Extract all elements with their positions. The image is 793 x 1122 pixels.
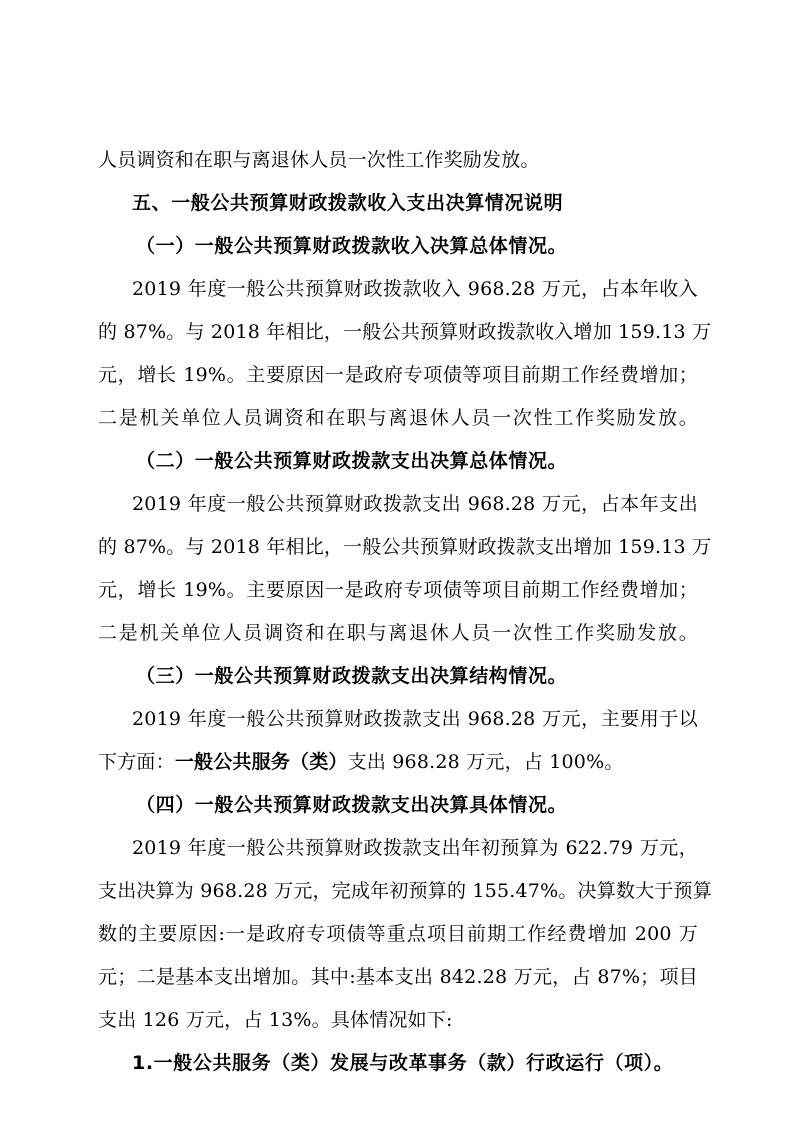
item-heading: 1.一般公共服务（类）发展与改革事务（款）行政运行（项）。 (132, 1052, 674, 1074)
paragraph-line: 人员调资和在职与离退休人员一次性工作奖励发放。 (98, 149, 540, 171)
paragraph-line: 元；二是基本支出增加。其中:基本支出 842.28 万元，占 87%；项目 (98, 966, 698, 988)
paragraph-line: 的 87%。与 2018 年相比，一般公共预算财政拨款收入增加 159.13 万 (98, 321, 712, 343)
paragraph-line: 2019 年度一般公共预算财政拨款支出年初预算为 622.79 万元， (132, 837, 698, 859)
line-suffix: 支出 968.28 万元，占 100%。 (347, 751, 624, 773)
line-prefix: 下方面： (98, 751, 175, 773)
subsection-heading: （四）一般公共预算财政拨款支出决算具体情况。 (136, 794, 568, 816)
paragraph-line: 2019 年度一般公共预算财政拨款收入 968.28 万元，占本年收入 (132, 278, 698, 300)
paragraph-line: 支出 126 万元，占 13%。具体情况如下: (98, 1009, 453, 1031)
section-heading: 五、一般公共预算财政拨款收入支出决算情况说明 (132, 192, 564, 214)
paragraph-line: 2019 年度一般公共预算财政拨款支出 968.28 万元，主要用于以 (132, 708, 698, 730)
paragraph-line: 二是机关单位人员调资和在职与离退休人员一次性工作奖励发放。 (98, 622, 698, 644)
subsection-heading: （一）一般公共预算财政拨款收入决算总体情况。 (136, 235, 568, 257)
bold-category: 一般公共服务（类） (174, 751, 348, 773)
paragraph-line: 元，增长 19%。主要原因一是政府专项债等项目前期工作经费增加； (98, 364, 698, 386)
subsection-heading: （三）一般公共预算财政拨款支出决算结构情况。 (136, 665, 568, 687)
subsection-heading: （二）一般公共预算财政拨款支出决算总体情况。 (136, 450, 568, 472)
paragraph-line: 支出决算为 968.28 万元，完成年初预算的 155.47%。决算数大于预算 (98, 880, 712, 902)
paragraph-line: 数的主要原因:一是政府专项债等重点项目前期工作经费增加 200 万 (98, 923, 698, 945)
paragraph-line: 2019 年度一般公共预算财政拨款支出 968.28 万元，占本年支出 (132, 493, 698, 515)
paragraph-line: 二是机关单位人员调资和在职与离退休人员一次性工作奖励发放。 (98, 407, 698, 429)
paragraph-line: 的 87%。与 2018 年相比，一般公共预算财政拨款支出增加 159.13 万 (98, 536, 712, 558)
paragraph-line: 元，增长 19%。主要原因一是政府专项债等项目前期工作经费增加； (98, 579, 698, 601)
paragraph-line-mixed (98, 745, 698, 779)
